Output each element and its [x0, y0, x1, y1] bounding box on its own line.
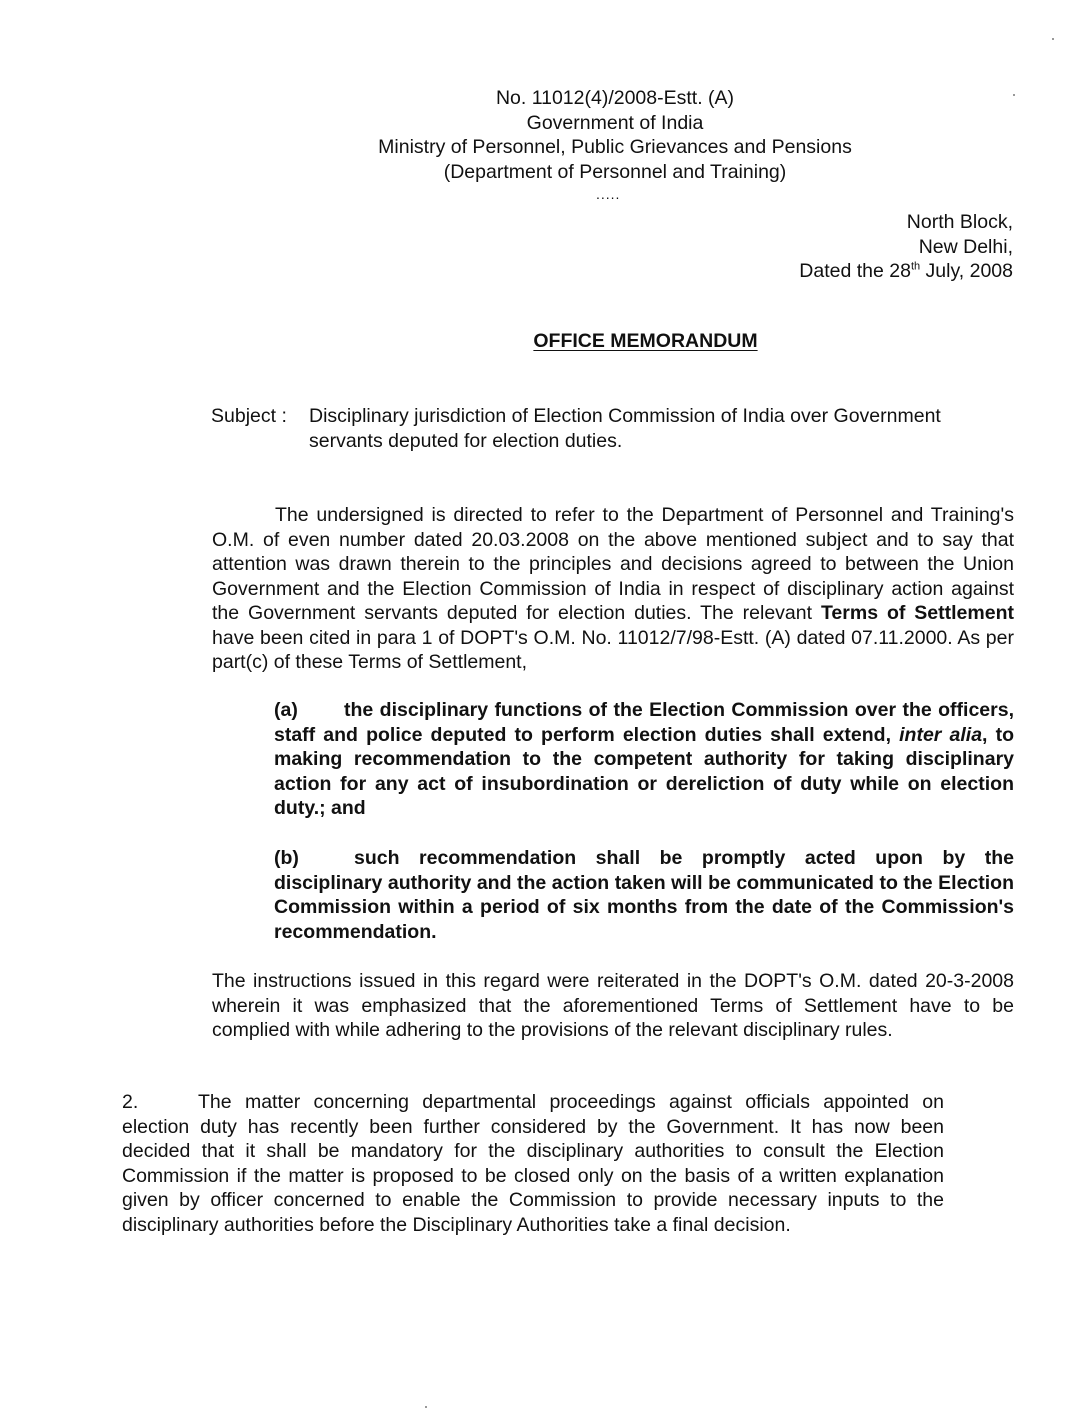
date-prefix: Dated the 28 [799, 260, 911, 282]
paragraph-1-text-a: The undersigned is directed to refer to the Department of Personnel and Training's O.M. of even number dated 20.03.2008 on the above mentioned subject and to say that attention was drawn therein to the principles and decisions agreed to between the Union Government and the Election Commission of India in respect of disciplinary action against the Government servants deputed for election duties. The relevant [212, 504, 1014, 624]
scan-speck [1013, 94, 1015, 96]
address-line-1: North Block, [906, 211, 1013, 233]
clause-a [274, 698, 1014, 821]
document-title: OFFICE MEMORANDUM [533, 330, 758, 352]
clause-b [274, 846, 1014, 944]
clause-a-text-before: the disciplinary functions of the Election Commission over the officers, staff and police deputed to perform election duties shall extend, [274, 699, 1014, 746]
clause-a-mark: (a) [274, 699, 298, 721]
date-line [799, 259, 1013, 284]
reference-number: No. 11012(4)/2008-Estt. (A) [495, 87, 735, 109]
clause-b-mark: (b) [274, 847, 299, 869]
paragraph-2 [122, 1090, 944, 1237]
scan-speck [1052, 38, 1054, 40]
subject-text: Disciplinary jurisdiction of Election Commission of India over Government servants deputed for election duties. [309, 405, 941, 452]
address-line-2: New Delhi, [918, 235, 1013, 258]
scan-speck [425, 1406, 427, 1408]
clause-a-text-after: , to making recommendation to the competent authority for taking disciplinary action for any act of insubordination or dereliction of duty while on election duty.; and [274, 723, 1014, 819]
terms-of-settlement-bold: Terms of Settlement [820, 602, 1014, 624]
subject-block [211, 404, 1016, 454]
paragraph-2-text: The matter concerning departmental proceedings against officials appointed on election duty has recently been further considered by the Government. It has now been decided that it shall be mandatory for the disciplinary authorities to consult the Election Commission if the matter is proposed to be closed only on the basis of a written explanation given by officer concerned to enable the Commission to provide necessary inputs to the disciplinary authorities before the Disciplinary Authorities take a final decision. [122, 1091, 944, 1236]
clause-b-text: such recommendation shall be promptly acted upon by the disciplinary authority and the action taken will be communicated to the Election Commission within a period of six months from the date of the Commission's recommendation. [274, 847, 1014, 943]
letterhead [340, 86, 890, 184]
paragraph-1-text-b: have been cited in para 1 of DOPT's O.M. No. 11012/7/98-Estt. (A) dated 07.11.2000. As per part(c) of these Terms of Settlement, [212, 626, 1014, 673]
paragraph-2-number: 2. [122, 1091, 139, 1113]
date-rest: July, 2008 [920, 260, 1013, 282]
ministry-name: Ministry of Personnel, Public Grievances and Pensions [378, 136, 852, 158]
department-name: (Department of Personnel and Training) [443, 160, 787, 183]
clause-a-italic: inter alia [899, 723, 983, 746]
address-block [799, 210, 1013, 284]
subject-label: Subject : [211, 405, 287, 427]
paragraph-1-continued: The instructions issued in this regard were reiterated in the DOPT's O.M. dated 20-3-2008 wherein it was emphasized that the aforementioned Terms of Settlement have to be complied with while adhering to the provisions of the relevant disciplinary rules. [212, 970, 1014, 1041]
paragraph-1 [212, 503, 1014, 675]
government-name: Government of India [526, 111, 704, 134]
date-ordinal: th [910, 260, 921, 273]
separator-dots: ..... [596, 186, 621, 202]
